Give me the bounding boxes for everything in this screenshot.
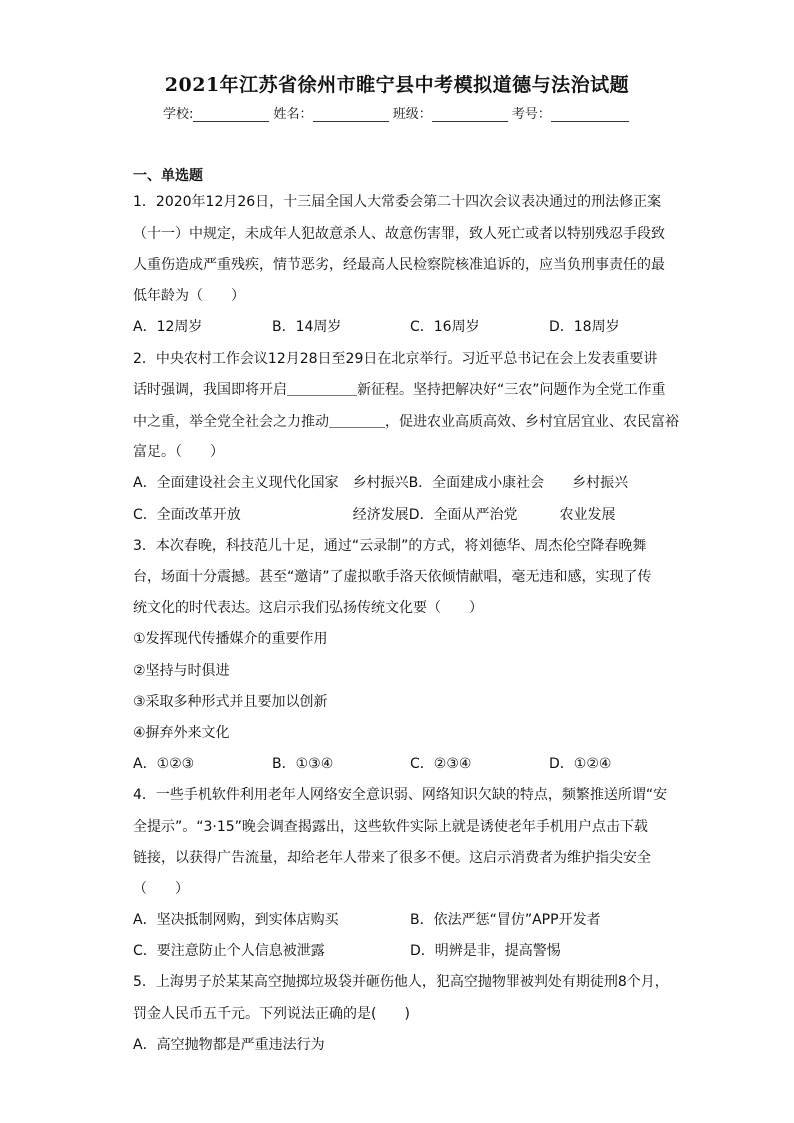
question-4-option-d[interactable]: D．明辨是非，提高警惕 (410, 943, 561, 959)
question-3-option-a[interactable]: A．①②③ (133, 756, 195, 772)
school-field[interactable] (193, 107, 269, 122)
question-2-options-ab[interactable]: A．全面建设社会主义现代化国家 乡村振兴B．全面建成小康社会 乡村振兴 (133, 475, 629, 491)
name-field[interactable] (313, 107, 389, 122)
question-3-option-b[interactable]: B．①③④ (272, 756, 334, 772)
question-3-option-c[interactable]: C．②③④ (410, 756, 472, 772)
question-5-line: 罚金人民币五千元。下列说法正确的是( ) (133, 1006, 410, 1022)
question-4-option-a[interactable]: A．坚决抵制网购，到实体店购买 (133, 912, 339, 928)
question-1-line: 1．2020年12月26日，十三届全国人大常委会第二十四次会议表决通过的刑法修正案 (133, 194, 662, 210)
question-3-statement: ③采取多种形式并且要加以创新 (133, 694, 328, 710)
question-2-line: 中之重，举全党全社会之力推动＿＿＿＿，促进农业高质高效、乡村宜居宜业、农民富裕 (133, 414, 679, 430)
question-1-option-c[interactable]: C．16周岁 (410, 319, 480, 335)
name-label: 姓名： (273, 107, 313, 122)
question-4-line: 链接，以获得广告流量，却给老年人带来了很多不便。这启示消费者为维护指尖安全 (133, 850, 651, 866)
question-4-line: 4．一些手机软件利用老年人网络安全意识弱、网络知识欠缺的特点，频繁推送所谓“安 (133, 787, 668, 803)
class-field[interactable] (432, 107, 508, 122)
class-label: 班级： (392, 107, 432, 122)
question-1-option-b[interactable]: B．14周岁 (272, 319, 342, 335)
question-2-options-cd[interactable]: C．全面改革开放 经济发展D．全面从严治党 农业发展 (133, 507, 616, 523)
question-3-line: 统文化的时代表达。这启示我们弘扬传统文化要（ ） (133, 600, 483, 616)
student-info-line (163, 103, 629, 122)
question-4-option-b[interactable]: B．依法严惩“冒仿”APP开发者 (410, 912, 601, 928)
number-field[interactable] (551, 107, 629, 122)
school-label: 学校: (163, 107, 194, 122)
question-1-line: （十一）中规定，未成年人犯故意杀人、故意伤害罪，致人死亡或者以特别残忍手段致 (133, 226, 665, 242)
question-3-statement: ①发挥现代传播媒介的重要作用 (133, 631, 328, 647)
question-1-option-a[interactable]: A．12周岁 (133, 319, 203, 335)
question-3-statement: ④摒弃外来文化 (133, 725, 230, 741)
question-3-statement: ②坚持与时俱进 (133, 663, 230, 679)
question-1-line: 低年龄为（ ） (133, 288, 245, 304)
question-5-option-a[interactable]: A．高空抛物都是严重违法行为 (133, 1037, 325, 1053)
question-5-line: 5．上海男子於某某高空抛掷垃圾袋并砸伤他人，犯高空抛物罪被判处有期徒刑8个月， (133, 974, 669, 990)
question-3-option-d[interactable]: D．①②④ (549, 756, 612, 772)
question-2-line: 话时强调，我国即将开启＿＿＿＿＿新征程。坚持把解决好“三农”问题作为全党工作重 (133, 382, 666, 398)
question-2-line: 2．中央农村工作会议12月28日至29日在北京举行。习近平总书记在会上发表重要讲 (133, 351, 658, 367)
question-1-option-d[interactable]: D．18周岁 (549, 319, 620, 335)
section-title: 一、单选题 (133, 168, 203, 184)
number-label: 考号： (511, 107, 551, 122)
question-4-option-c[interactable]: C．要注意防止个人信息被泄露 (133, 943, 325, 959)
question-4-line: 全提示”。“3·15”晚会调查揭露出，这些软件实际上就是诱使老年手机用户点击下载 (133, 819, 648, 835)
question-4-line: （ ） (133, 881, 189, 897)
exam-title: 2021年江苏省徐州市睢宁县中考模拟道德与法治试题 (164, 74, 630, 96)
question-2-line: 富足。（ ） (133, 444, 224, 460)
question-3-line: 3．本次春晚，科技范儿十足，通过“云录制”的方式，将刘德华、周杰伦空降春晚舞 (133, 538, 647, 554)
question-1-line: 人重伤造成严重残疾，情节恶劣，经最高人民检察院核准追诉的，应当负刑事责任的最 (133, 257, 665, 273)
question-3-line: 台，场面十分震撼。甚至“邀请”了虚拟歌手洛天依倾情献唱，毫无违和感，实现了传 (133, 569, 652, 585)
